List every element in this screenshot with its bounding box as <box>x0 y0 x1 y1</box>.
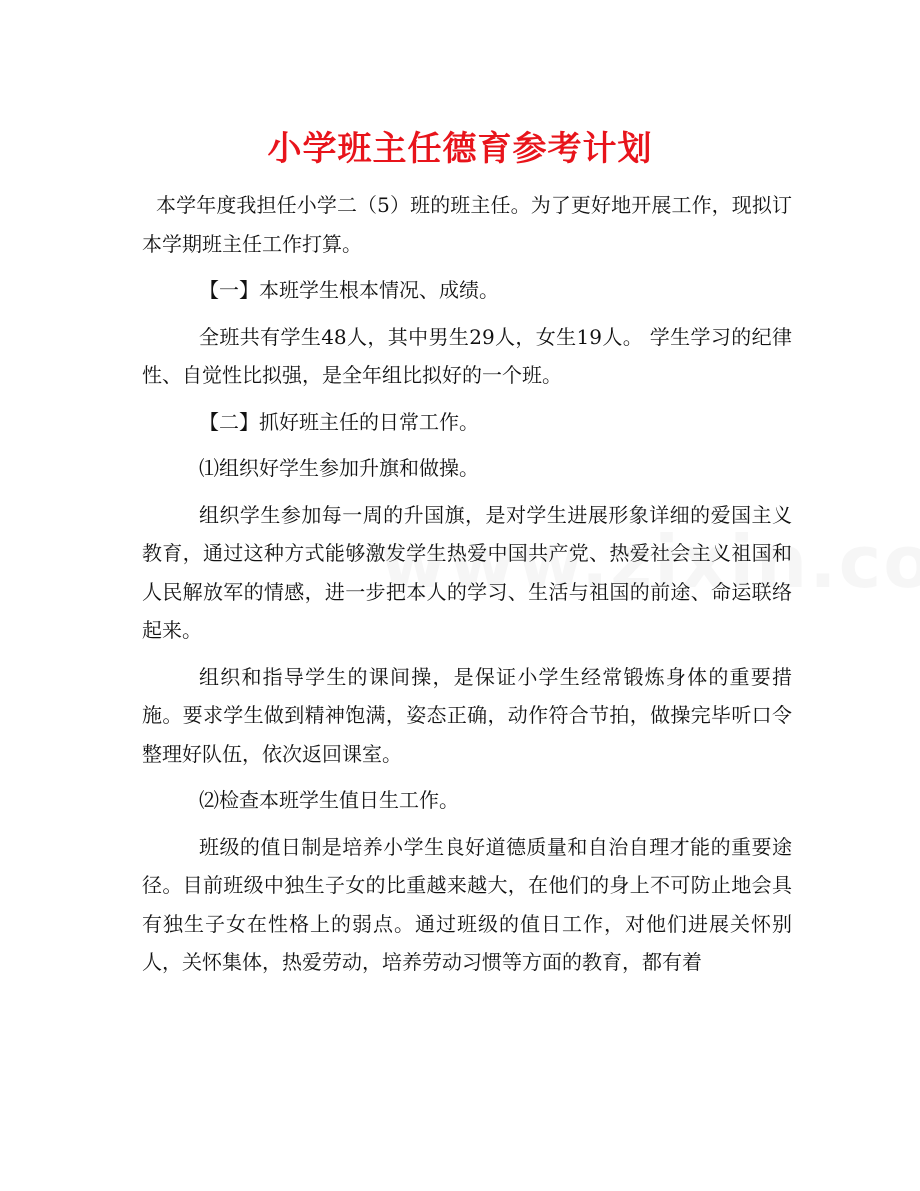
document-body <box>142 186 792 990</box>
subsection-heading-1: ⑴组织好学生参加升旗和做操。 <box>199 456 479 480</box>
paragraph-flag-ceremony: 组织学生参加每一周的升国旗，是对学生进展形象详细的爱国主义教育，通过这种方式能够激发学生热爱中国共产党、热爱社会主义祖国和人民解放军的情感，进一步把本人的学习、生活与祖国的前途、命运联络起来。 <box>142 502 792 642</box>
paragraph-intro: 本学年度我担任小学二（5）班的班主任。为了更好地开展工作，现拟订本学期班主任工作打算。 <box>142 193 792 256</box>
section-heading-1: 【一】本班学生根本情况、成绩。 <box>199 278 499 302</box>
section-heading-2: 【二】抓好班主任的日常工作。 <box>199 409 479 434</box>
subsection-heading-2: ⑵检查本班学生值日生工作。 <box>199 788 459 812</box>
paragraph-exercise: 组织和指导学生的课间操，是保证小学生经常锻炼身体的重要措施。要求学生做到精神饱满，姿态正确，动作符合节拍，做操完毕听口令整理好队伍，依次返回课室。 <box>142 664 792 766</box>
paragraph-duty: 班级的值日制是培养小学生良好道德质量和自治自理才能的重要途径。目前班级中独生子女的比重越来越大，在他们的身上不可防止地会具有独生子女在性格上的弱点。通过班级的值日工作，对他们进展关怀别人，关怀集体，热爱劳动，培养劳动习惯等方面的教育，都有着 <box>142 834 792 974</box>
paragraph-class-info: 全班共有学生48人，其中男生29人，女生19人。 学生学习的纪律性、自觉性比拟强，是全年组比拟好的一个班。 <box>142 324 792 387</box>
document-title: 小学班主任德育参考计划 <box>267 129 653 169</box>
